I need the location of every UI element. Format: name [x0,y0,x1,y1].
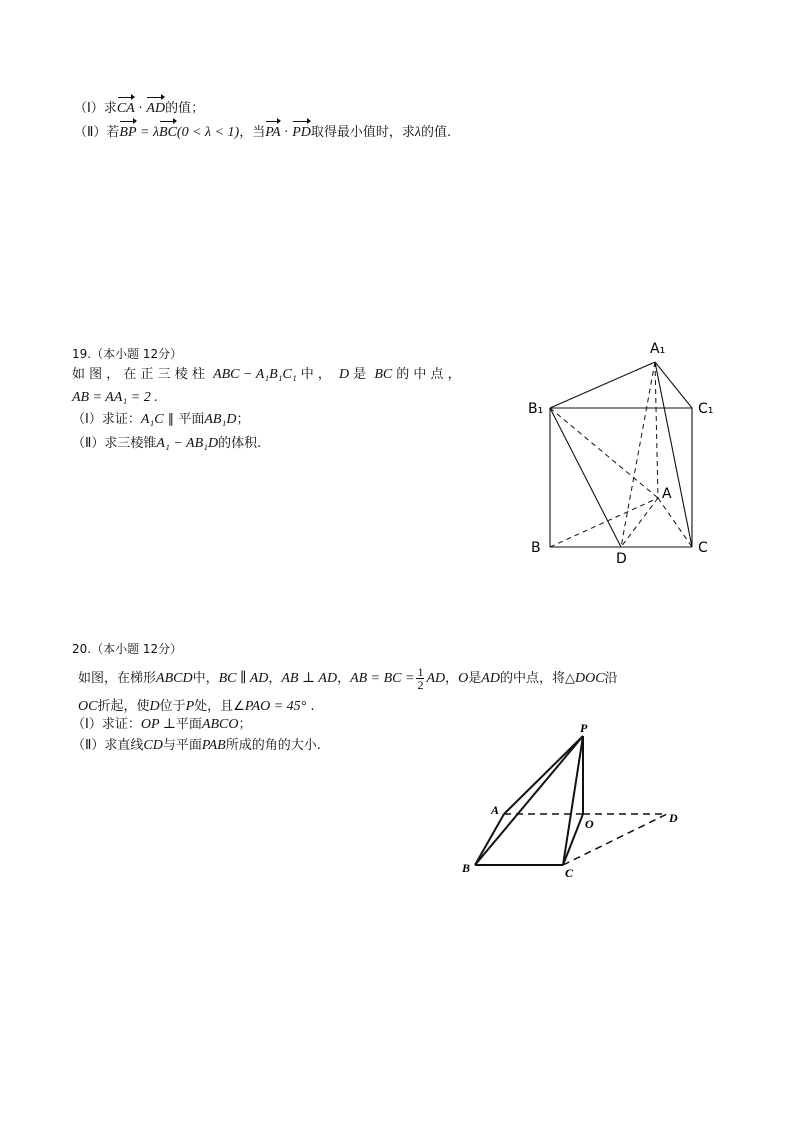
point-o: O [458,671,469,686]
q18-lambda-range: (0 < λ < 1) [176,125,240,140]
q20-comma3: ， [445,671,459,686]
vector-bp: BP [119,125,137,140]
segment-bc: BC [374,367,393,382]
q18-part1-prefix: （Ⅰ）求 [74,101,117,116]
label-d: D [616,551,627,567]
label-a: A [491,803,500,817]
dashed-edge-cd [563,814,667,865]
q19-part1-prefix: （Ⅰ）求证： [72,412,141,427]
label-p: P [580,722,588,735]
hidden-segment-ab1 [550,408,658,498]
q20-line2-text1: 折起，使 [97,699,150,714]
q20-part2-prefix: （Ⅱ）求直线 [72,738,144,753]
q20-line2-text2: 位于 [159,699,186,714]
segment-cd: CD [143,738,163,753]
plane-pab: PAB [201,738,226,753]
hidden-edge-aa1 [655,362,658,498]
point-p: P [185,699,195,714]
q20-part1 [72,716,252,734]
q18-part2-end: 的值. [420,125,452,140]
trapezoid-name: ABCD [156,671,193,686]
q20-text3: 是 [468,671,482,686]
label-o: O [585,817,594,831]
prism-name: ABC − A₁B₁C₁ [213,367,297,382]
q20-text2: 中， [192,671,219,686]
q19-part2-suffix: 的体积. [218,436,262,451]
label-b: B [462,861,471,875]
q19-prism-figure [520,335,720,570]
q19-line1-text2: 中 ， [300,367,331,382]
op-perp: OP ⊥ [140,717,176,732]
q18-part1: （Ⅰ）求CA · AD的值； [74,101,205,116]
q19-part1-suffix: ； [236,412,250,427]
q20-part1-prefix: （Ⅰ）求证： [72,717,141,732]
q19-part1 [72,411,249,429]
label-a: A [662,486,672,502]
hidden-segment-ad [621,498,658,547]
q19-part2-prefix: （Ⅱ）求三棱锥 [72,436,157,451]
q20-text5: 沿 [604,671,618,686]
q18-part1-suffix: 的值； [165,101,205,116]
edge-b1a1 [550,362,655,408]
q19-header: 19.（本小题 12分） [72,347,183,361]
point-d: D [339,367,350,382]
q20-part2-suffix: 所成的角的大小. [225,738,321,753]
edge-ab [475,814,504,865]
q20-line2 [78,698,315,716]
q20-comma2: ， [337,671,351,686]
angle-pao: PAO = 45° [244,699,307,714]
hidden-segment-a1d [621,362,655,547]
q18-part2-mid: ，当 [239,125,266,140]
edge-a1c1 [655,362,692,408]
label-b: B [531,540,541,556]
q20-header: 20.（本小题 12分） [72,642,183,656]
q20-line2-end: . [306,699,315,714]
segment-b1d [550,408,621,547]
q19-line1 [72,366,461,384]
label-a1: A₁ [650,341,666,357]
q19-line2: AB = AA₁ = 2 . [72,390,158,405]
q20-part2-mid: 与平面 [162,738,202,753]
vector-bc: BC [159,125,177,140]
q20-pyramid-figure [455,722,695,882]
q19-line1-text4: 的 中 点 ， [396,367,461,382]
label-d: D [669,811,678,825]
q20-text1: 如图，在梯形 [78,671,157,686]
segment-oc: OC [78,699,98,714]
plane-abco: ABCO [201,717,239,732]
label-c: C [565,866,574,880]
q20-part1-suffix: ； [238,717,252,732]
bc-parallel-ad: BC ∥ AD [218,671,269,686]
q19-part2 [72,435,261,453]
ab-perp-ad: AB ⊥ AD [281,671,338,686]
q20-line2-text3: 处，且∠ [194,699,245,714]
q18-eq: = λ [136,125,160,140]
q19-line1-text1: 如 图 ， 在 正 三 棱 柱 [72,367,205,382]
q20-part1-mid: 平面 [175,717,202,732]
edge-pa [504,736,583,814]
segment-ad: AD [426,671,446,686]
q20-text4: 的中点，将△ [499,671,575,686]
fraction-denominator: 2 [417,678,424,692]
q19-part1-mid: ∥ 平面 [163,412,205,427]
q18-part2: （Ⅱ）若BP = λBC(0 < λ < 1)，当PA · PD取得最小值时，求λ的值. [74,125,452,140]
vector-ad: AD [146,101,166,116]
q20-line1 [78,666,618,691]
lambda-symbol: λ [414,125,421,140]
vector-pa: PA [265,125,281,140]
vector-ca: CA [116,101,135,116]
segment-a1c: A₁C [140,412,164,427]
triangle-doc: DOC [574,671,605,686]
segment-a1c-line [655,362,692,547]
q18-part2-prefix: （Ⅱ）若 [74,125,120,140]
label-c1: C₁ [698,401,714,417]
q20-part2 [72,737,321,755]
pyramid-name: A₁ − AB₁D [156,436,219,451]
plane-ab1d: AB₁D [204,412,237,427]
segment-ad-2: AD [481,671,500,686]
q20-comma1: ， [268,671,282,686]
q19-line1-text3: 是 [353,367,367,382]
point-d-q20: D [149,699,160,714]
label-c: C [698,540,708,556]
hidden-edge-ab [550,498,658,547]
ab-eq-bc: AB = BC = [350,671,415,686]
label-b1: B₁ [528,401,544,417]
vector-pd: PD [292,125,311,140]
fraction-numerator: 1 [417,665,424,679]
fraction-one-half [416,666,424,691]
q18-part2-suffix: 取得最小值时，求 [310,125,415,140]
